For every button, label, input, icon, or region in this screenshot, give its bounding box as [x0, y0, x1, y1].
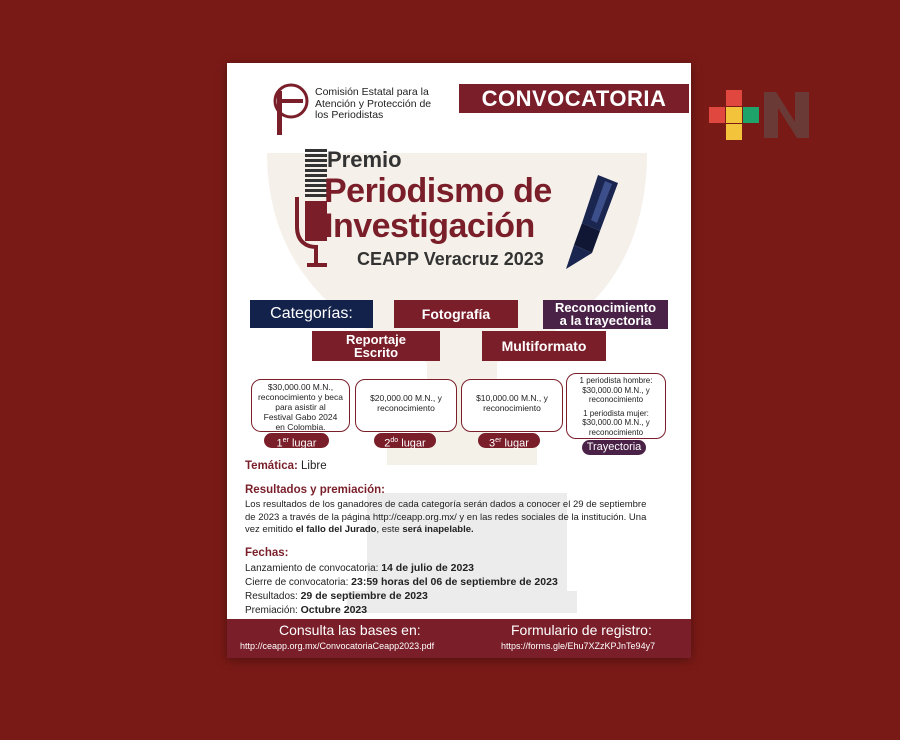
title-line-1: Periodismo de [324, 172, 552, 210]
prize-third: $10,000.00 M.N., y reconocimiento [461, 379, 563, 432]
tematica: Temática: Libre [245, 460, 327, 472]
fechas-heading: Fechas: [245, 547, 289, 559]
title-subtitle: CEAPP Veracruz 2023 [357, 249, 544, 269]
fountain-pen-icon [560, 171, 624, 269]
category-fotografia: Fotografía [394, 300, 518, 328]
ceapp-logo [271, 83, 311, 135]
category-reportaje-escrito: Reportaje Escrito [312, 331, 440, 361]
footer [227, 619, 691, 658]
resultados-text: Los resultados de los ganadores de cada categoría serán dados a conocer el 29 de septiembre de 2023 a través de la página http://ceapp.org.mx/ y en las redes sociales de la institución. Una vez emitido el fallo del Jurado, este será inapelable. [245, 499, 647, 535]
place-first: 1er lugar [264, 433, 329, 448]
title-premio: Premio [327, 147, 402, 172]
place-second: $2^{do}$ lugar [374, 433, 436, 448]
bases-title: Consulta las bases en: [279, 622, 421, 638]
fecha-lanzamiento: Lanzamiento de convocatoria: 14 de julio de 2023 [245, 562, 474, 574]
place-third: 3er lugar [478, 433, 540, 448]
plus-n-logo [709, 90, 811, 140]
convocatoria-banner: CONVOCATORIA [459, 84, 689, 113]
registro-title: Formulario de registro: [511, 622, 652, 638]
fecha-cierre: Cierre de convocatoria: 23:59 horas del 06 de septiembre de 2023 [245, 576, 558, 588]
registro-link[interactable]: https://forms.gle/Ehu7XZzKPJnTe94y7 [501, 641, 656, 651]
place-trayectoria: Trayectoria [582, 440, 646, 455]
title-line-2: Investigación [324, 207, 535, 245]
convocatoria-poster [227, 63, 691, 658]
fecha-resultados: Resultados: 29 de septiembre de 2023 [245, 590, 428, 602]
prize-trayectoria: 1 periodista hombre: $30,000.00 M.N., y reconocimiento 1 periodista mujer: $30,000.00 M.N., y reconocimiento [566, 373, 666, 439]
organization-name: Comisión Estatal para la Atención y Protección de los Periodistas [315, 86, 432, 121]
category-multiformato: Multiformato [482, 331, 606, 361]
prize-second: $20,000.00 M.N., y reconocimiento [355, 379, 457, 432]
resultados-heading: Resultados y premiación: [245, 484, 385, 496]
bases-link[interactable]: http://ceapp.org.mx/ConvocatoriaCeapp2023.pdf [240, 641, 435, 651]
fecha-premiacion: Premiación: Octubre 2023 [245, 604, 368, 616]
category-reconocimiento: Reconocimiento a la trayectoria [543, 300, 668, 329]
prize-first: $30,000.00 M.N., reconocimiento y beca para asistir al Festival Gabo 2024 en Colombia. [251, 379, 350, 432]
categories-label: Categorías: [250, 300, 373, 328]
